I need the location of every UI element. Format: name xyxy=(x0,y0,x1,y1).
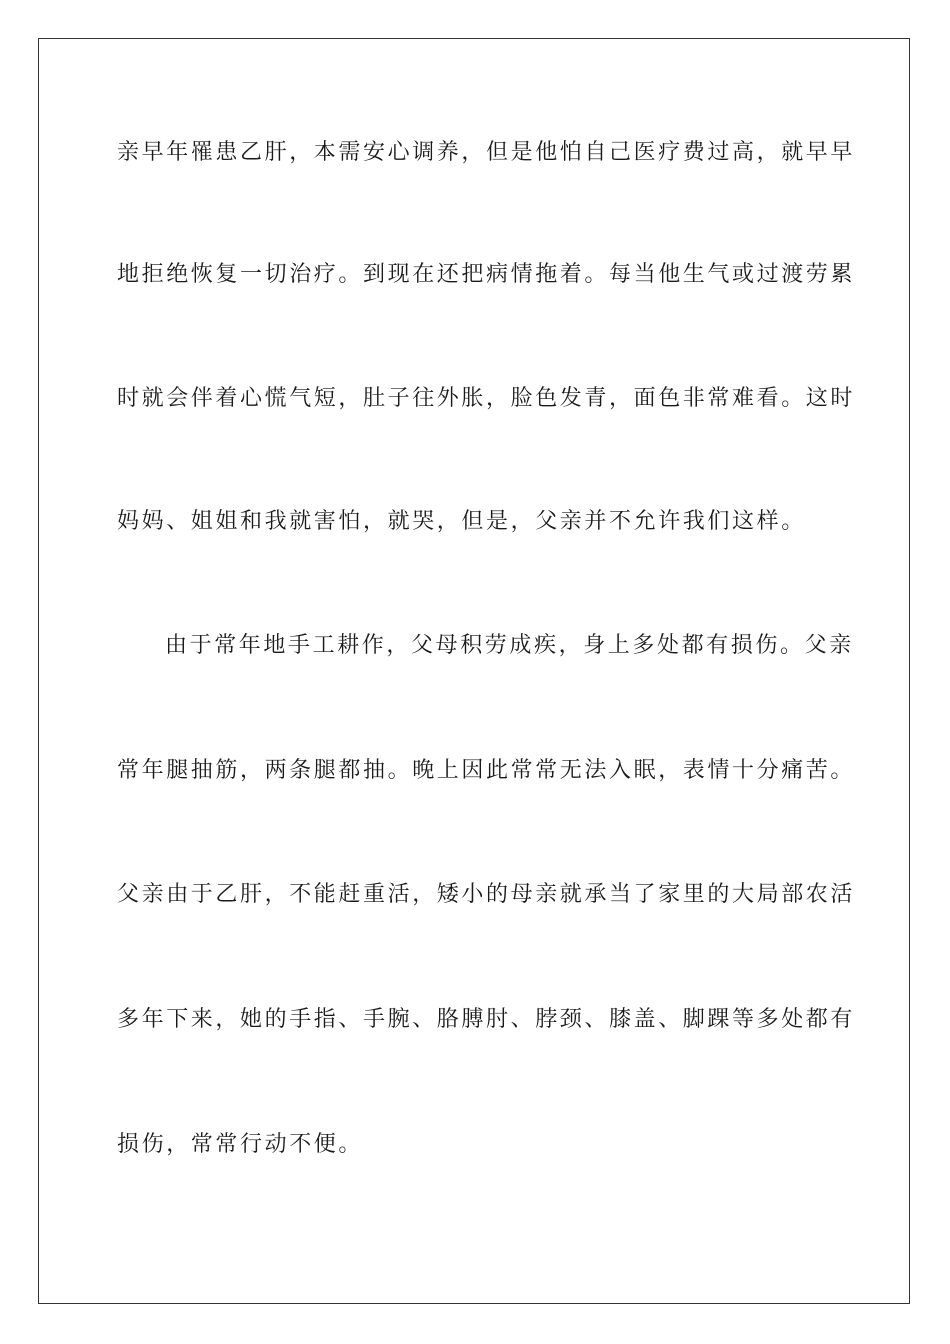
paragraph-2-line-3: 父亲由于乙肝，不能赶重活，矮小的母亲就承当了家里的大局部农活 xyxy=(117,882,856,907)
paragraph-1-line-2: 地拒绝恢复一切治疗。到现在还把病情拖着。每当他生气或过渡劳累 xyxy=(117,262,856,287)
paragraph-1-line-4: 妈妈、姐姐和我就害怕，就哭，但是，父亲并不允许我们这样。 xyxy=(117,509,806,534)
paragraph-1-line-3: 时就会伴着心慌气短，肚子往外胀，脸色发青，面色非常难看。这时 xyxy=(117,386,856,411)
paragraph-2-line-2: 常年腿抽筋，两条腿都抽。晚上因此常常无法入眠，表情十分痛苦。 xyxy=(117,758,856,783)
paragraph-2-line-5: 损伤，常常行动不便。 xyxy=(117,1132,364,1157)
paragraph-1-line-1: 亲早年罹患乙肝，本需安心调养，但是他怕自己医疗费过高，就早早 xyxy=(117,140,856,165)
paragraph-2-line-1: 由于常年地手工耕作，父母积劳成疾，身上多处都有损伤。父亲 xyxy=(165,633,854,658)
page-border xyxy=(38,38,910,1304)
paragraph-2-line-4: 多年下来，她的手指、手腕、胳膊肘、脖颈、膝盖、脚踝等多处都有 xyxy=(117,1007,856,1032)
